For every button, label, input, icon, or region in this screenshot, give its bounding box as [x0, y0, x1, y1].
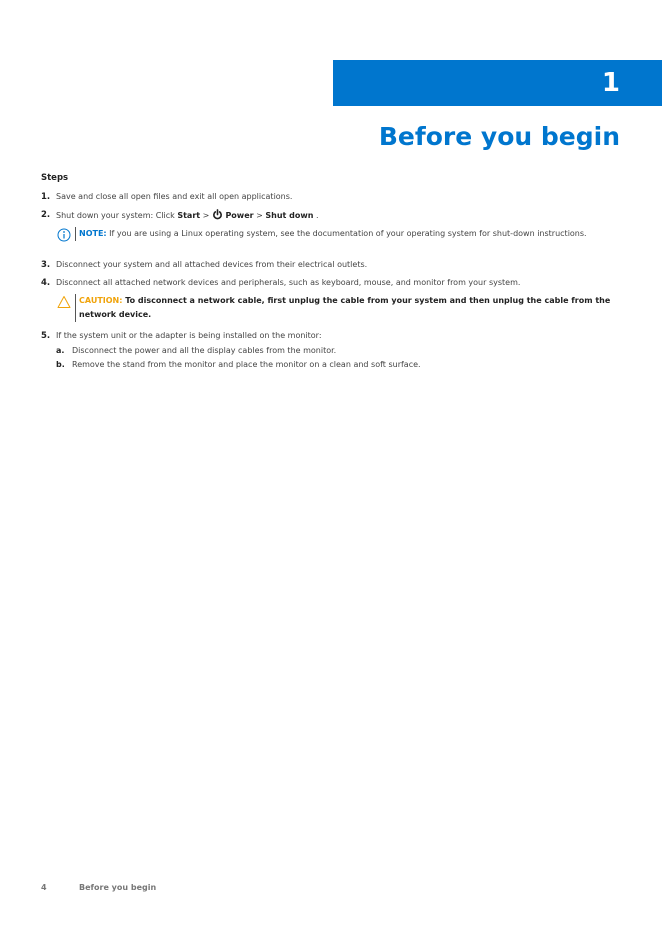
menu-separator: > — [200, 211, 212, 220]
note-box — [56, 227, 621, 251]
step-2 — [41, 209, 621, 251]
section-heading: Steps — [41, 173, 69, 183]
caution-text: To disconnect a network cable, first unplug the cable from your system and then unplug the cable from the network device. — [79, 296, 611, 319]
info-icon — [57, 228, 71, 242]
step-number: 1. — [41, 192, 51, 202]
note-body — [75, 227, 621, 241]
start-label: Start — [177, 211, 201, 220]
footer-title: Before you begin — [79, 883, 157, 892]
caution-label: CAUTION: — [79, 296, 123, 305]
step-number: 3. — [41, 260, 51, 270]
step-5 — [41, 330, 621, 371]
step-text: Shut down your system: Click — [56, 211, 178, 220]
note-label: NOTE: — [79, 229, 107, 238]
step-number: 5. — [41, 331, 51, 341]
step-suffix: . — [313, 211, 319, 220]
step-number: 4. — [41, 278, 51, 288]
power-label: Power — [225, 211, 254, 220]
step-text: Save and close all open files and exit all open applications. — [56, 192, 293, 201]
page-number: 4 — [41, 883, 47, 892]
warning-triangle-icon — [57, 295, 71, 309]
step-3 — [41, 259, 621, 271]
chapter-number: 1 — [601, 68, 620, 98]
substep-number: b. — [56, 360, 65, 369]
main-content — [41, 172, 621, 377]
shutdown-label: Shut down — [265, 211, 314, 220]
steps-list — [41, 191, 621, 371]
step-number: 2. — [41, 210, 51, 220]
substep-text: Remove the stand from the monitor and place the monitor on a clean and soft surface. — [72, 360, 421, 369]
caution-box — [56, 294, 621, 322]
page-title: Before you begin — [378, 122, 620, 151]
substeps-list — [56, 345, 621, 371]
substep-text: Disconnect the power and all the display cables from the monitor. — [72, 346, 337, 355]
step-1 — [41, 191, 621, 203]
page-footer — [41, 883, 157, 892]
step-text: If the system unit or the adapter is being installed on the monitor: — [56, 331, 322, 340]
step-4 — [41, 277, 621, 322]
step-text: Disconnect your system and all attached devices from their electrical outlets. — [56, 260, 368, 269]
power-icon — [212, 209, 223, 220]
menu-separator: > — [253, 211, 266, 220]
chapter-banner — [333, 60, 662, 106]
substep-number: a. — [56, 346, 65, 355]
step-text: Disconnect all attached network devices and peripherals, such as keyboard, mouse, and monitor from your system. — [56, 278, 521, 287]
note-text: If you are using a Linux operating system, see the documentation of your operating system for shut-down instructions. — [106, 229, 587, 238]
substep-b — [56, 359, 621, 371]
caution-body — [75, 294, 621, 322]
substep-a — [56, 345, 621, 357]
